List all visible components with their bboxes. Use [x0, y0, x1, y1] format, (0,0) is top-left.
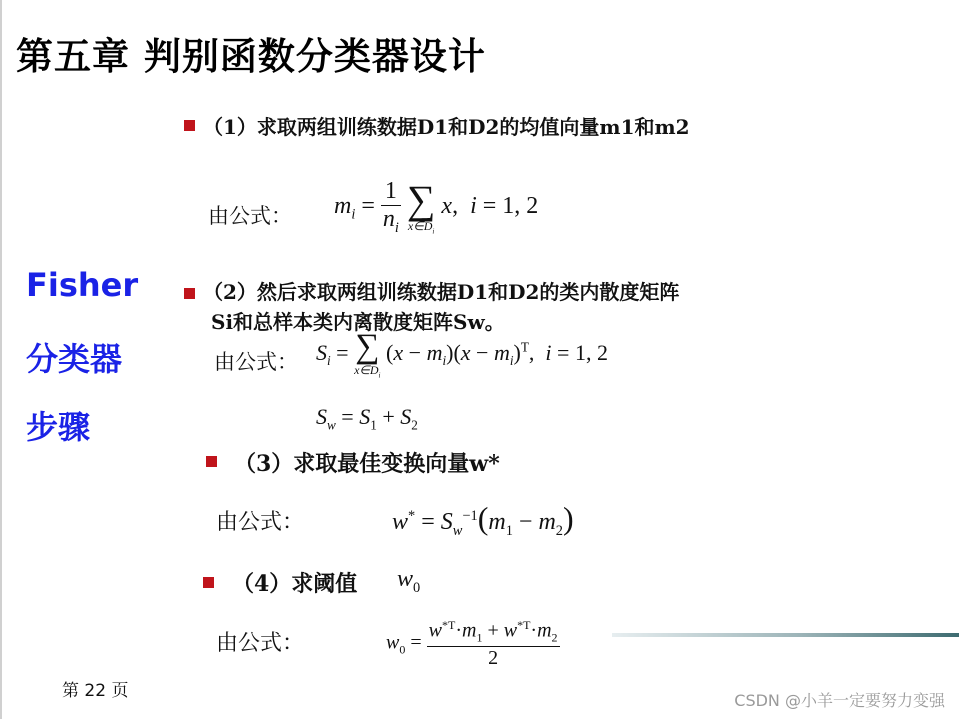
formula-within-class-scatter: $S_i$ = ∑ $x\in D_i$ $(x - m_i)(x - m_i)^T$, i = 1, 2: [316, 328, 608, 380]
bullet-icon: [184, 288, 195, 299]
formula-threshold: $w_0$ = $\frac{w^{*T}\cdot m_1 + w^{*T}\cdot m_2}{2}$: [386, 618, 558, 669]
formula-total-scatter: $S_w = S_1 + S_2$: [316, 404, 418, 433]
step-2-line-1: （2）然后求取两组训练数据D1和D2的类内散度矩阵: [203, 280, 680, 304]
page-number: 第 22 页: [62, 681, 129, 701]
sidebar-line-classifier: 分类器: [26, 340, 123, 378]
formula-optimal-vector: $w^* = S_w^{-1}(m_1 - m_2)$: [392, 500, 574, 539]
step-2-line-2: Si和总样本类内离散度矩阵Sw。: [211, 310, 505, 334]
footer-divider: [612, 633, 959, 637]
step-1-text: （1）求取两组训练数据D1和D2的均值向量m1和m2: [203, 115, 690, 139]
threshold-symbol: $w_0$: [397, 566, 421, 596]
watermark: CSDN @小羊一定要努力变强: [734, 691, 945, 710]
step-4-text: （4）求阈值: [232, 571, 358, 597]
formula-label: 由公式：: [214, 350, 298, 374]
sidebar-line-steps: 步骤: [26, 408, 91, 446]
bullet-icon: [203, 577, 214, 588]
step-2-text: [203, 277, 679, 337]
bullet-icon: [184, 120, 195, 131]
bullet-icon: [206, 456, 217, 467]
formula-mean-vector: $m_i$ = $\frac{1}{n_i}$ ∑ $x\in D_i$ x, i = 1, 2: [334, 176, 539, 236]
left-border: [0, 0, 2, 719]
formula-label: 由公式：: [216, 631, 305, 656]
sidebar-line-fisher: Fisher: [26, 266, 139, 304]
formula-label: 由公式：: [216, 510, 305, 535]
slide-title: 第五章 判别函数分类器设计: [16, 35, 486, 78]
step-3-text: （3）求取最佳变换向量w*: [234, 451, 500, 477]
formula-label: 由公式：: [208, 204, 292, 228]
